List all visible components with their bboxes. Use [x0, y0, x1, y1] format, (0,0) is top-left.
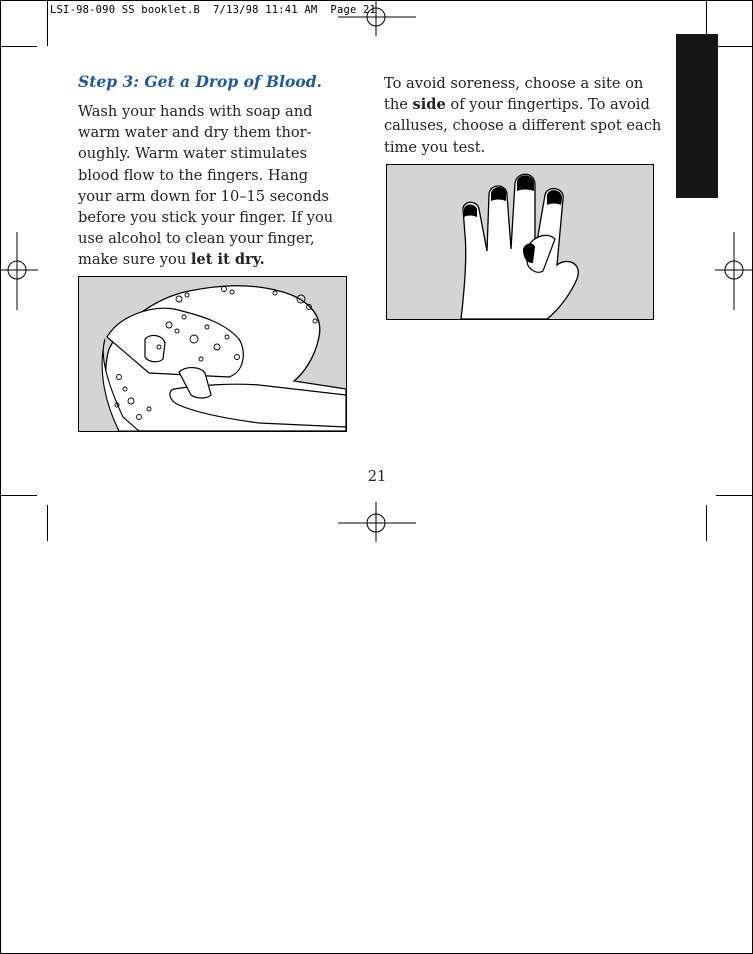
text-line: calluses, choose a different spot each	[384, 117, 662, 135]
hand-fingertip-icon	[387, 165, 653, 319]
registration-mark-icon	[0, 232, 38, 310]
text-line: warm water and dry them thor-	[78, 124, 312, 142]
text-fragment: make sure you	[78, 251, 191, 269]
print-slug: LSI-98-090 SS booklet.B 7/13/98 11:41 AM Page 21	[50, 4, 377, 16]
text-line: before you stick your finger. If you	[78, 209, 334, 227]
bold-emphasis: let it dry.	[190, 251, 265, 269]
step-heading: Step 3: Get a Drop of Blood.	[78, 72, 322, 91]
registration-mark-icon	[338, 502, 416, 542]
crop-mark	[47, 505, 48, 541]
text-line: your arm down for 10–15 seconds	[78, 187, 330, 205]
crop-mark	[716, 46, 753, 47]
right-column-text	[384, 73, 674, 158]
page-number: 21	[367, 468, 387, 485]
text-line: time you test.	[384, 138, 486, 156]
bold-emphasis: side	[412, 96, 446, 114]
text-line: blood flow to the fingers. Hang	[78, 166, 309, 184]
left-column-text	[78, 101, 358, 271]
section-tab	[676, 34, 718, 198]
crop-mark	[716, 495, 753, 496]
crop-mark	[706, 505, 707, 541]
hand-fingertip-sides-illustration	[386, 164, 654, 320]
hands-washing-icon	[79, 277, 346, 431]
hands-washing-illustration	[78, 276, 347, 432]
registration-mark-icon	[715, 232, 753, 310]
text-line	[78, 249, 358, 270]
crop-mark	[0, 495, 37, 496]
text-line: use alcohol to clean your finger,	[78, 230, 315, 248]
text-line: Wash your hands with soap and	[78, 103, 313, 120]
text-fragment: the	[384, 96, 413, 114]
registration-mark-icon	[338, 0, 416, 36]
text-line: oughly. Warm water stimulates	[78, 145, 307, 163]
text-line: To avoid soreness, choose a site on	[384, 75, 644, 92]
text-fragment: of your fingertips. To avoid	[445, 96, 650, 114]
crop-mark	[0, 46, 37, 47]
text-line	[384, 94, 674, 115]
crop-mark	[47, 0, 48, 46]
